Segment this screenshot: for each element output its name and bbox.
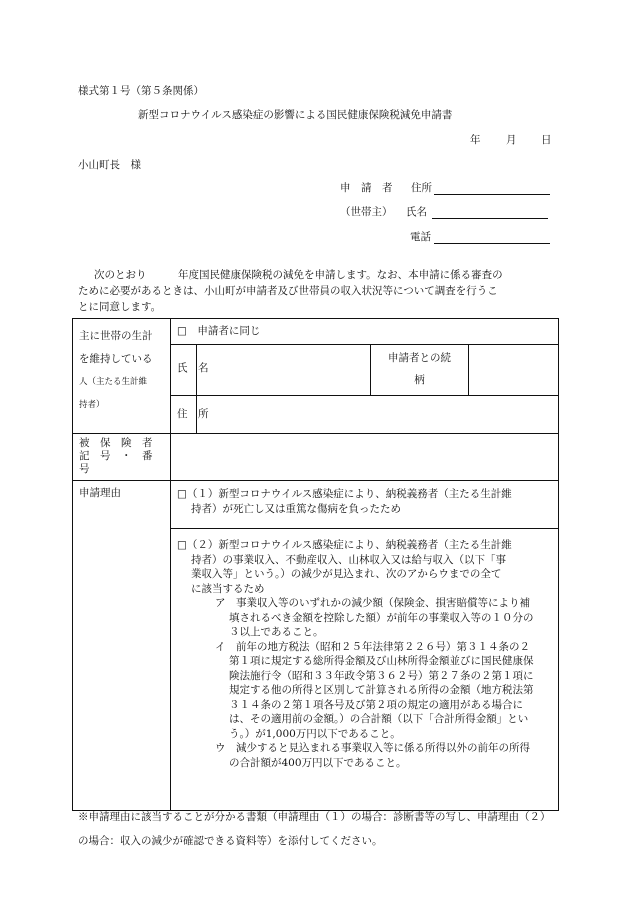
earner-address-label: 住 所 <box>177 408 209 420</box>
reason-2-cell[interactable] <box>171 529 559 811</box>
condition-i-line-1: イ 前年の地方税法（昭和２５年法律第２２６号）第３１４条の２ <box>215 640 530 653</box>
main-earner-label-cell <box>73 319 171 434</box>
condition-i-line-4: 規定する他の所得と区別して計算される所得の金額（地方税法第 <box>229 684 534 696</box>
intro-line-3: とに同意します。 <box>78 301 162 313</box>
applicant-name-field[interactable] <box>432 205 548 219</box>
main-earner-label-4: 持者） <box>79 400 105 410</box>
condition-i-line-3: 険法施行令（昭和３３年政令第３６２号）第２７条の２第１項に <box>229 669 534 682</box>
same-as-applicant-cell[interactable] <box>171 319 559 345</box>
same-as-applicant-checkbox[interactable]: □ 申請者に同じ <box>177 325 261 337</box>
application-table <box>72 318 559 811</box>
reason-2-line-4: に該当するため <box>191 582 265 595</box>
condition-a-line-1: ア 事業収入等のいずれかの減少額（保険金、損害賠償等により補 <box>215 597 530 609</box>
date-year-label: 年 <box>470 134 481 146</box>
reason-2-line-1[interactable]: □（２）新型コロナウイルス感染症により、納税義務者（主たる生計維 <box>177 539 512 551</box>
earner-address-label-cell <box>171 396 209 434</box>
condition-i-line-6: は、その適用前の金額。）の合計額（以下「合計所得金額」とい <box>229 713 529 725</box>
date-day-label: 日 <box>541 134 552 146</box>
applicant-address-label: 住所 <box>411 182 432 194</box>
intro-line-2: ために必要があるときは、小山町が申請者及び世帯員の収入状況等について調査を行うこ <box>78 285 498 297</box>
applicant-address-field[interactable] <box>434 181 550 195</box>
insured-label-cell <box>73 434 171 481</box>
condition-i-line-2: 第１項に規定する総所得金額及び山林所得金額並びに国民健康保 <box>229 655 534 667</box>
attachment-note: ※申請理由に該当することが分かる書類（申請理由（１）の場合：診断書等の写し、申請理由（２）の場合：収入の減少が確認できる資料等）を添付してください。 <box>78 811 546 847</box>
intro-line-1: 次のとおり 年度国民健康保険税の減免を申請します。なお、本申請に係る審査の <box>94 269 503 281</box>
condition-a-line-2: 填されるべき金額を控除した額）が前年の事業収入等の１０分の <box>229 611 534 624</box>
applicant-label: 申 請 者 <box>340 182 393 194</box>
relation-label-1: 申請者との続 <box>388 352 451 364</box>
insured-label-2: 記 号 ・ 番 号 <box>79 450 163 475</box>
reason-label-cell <box>73 481 171 811</box>
insured-label-1: 被 保 険 者 <box>79 437 153 449</box>
relation-label-cell <box>371 345 469 396</box>
relation-label-2: 柄 <box>414 374 425 386</box>
earner-name-label-cell <box>171 345 209 396</box>
condition-u-line-2: の合計額が400万円以下であること。 <box>229 756 407 769</box>
earner-name-label: 氏 名 <box>177 362 209 374</box>
reason-label: 申請理由 <box>79 487 121 499</box>
condition-i-line-5: ３１４条の２第１項各号及び第２項の規定の適用がある場合に <box>229 698 523 711</box>
earner-name-field[interactable] <box>197 345 371 396</box>
form-title: 新型コロナウイルス感染症の影響による国民健康保険税減免申請書 <box>138 109 453 121</box>
condition-u-line-1: ウ 減少すると見込まれる事業収入等に係る所得以外の前年の所得 <box>215 742 530 754</box>
applicant-phone-field[interactable] <box>434 230 550 244</box>
applicant-phone-label: 電話 <box>410 231 431 243</box>
insured-number-field[interactable] <box>171 434 559 481</box>
addressee: 小山町長 様 <box>78 159 141 171</box>
reason-1-cell[interactable] <box>171 481 559 529</box>
condition-i-line-7: う。）が1,000万円以下であること。 <box>229 727 401 740</box>
reason-1-line-2: 持者）が死亡し又は重篤な傷病を負ったため <box>191 502 401 515</box>
condition-a-line-3: ３以上であること。 <box>229 626 324 638</box>
reason-2-line-3: 業収入等」という。）の減少が見込まれ、次のアからウまでの全て <box>191 568 502 580</box>
main-earner-label-3: 人（主たる生計維 <box>79 377 148 387</box>
relation-field[interactable] <box>469 345 559 396</box>
applicant-name-label: 氏名 <box>406 206 427 218</box>
main-earner-label-2: を維持している <box>79 353 153 365</box>
reason-1-line-1[interactable]: □（１）新型コロナウイルス感染症により、納税義務者（主たる生計維 <box>177 488 512 500</box>
form-id: 様式第１号（第５条関係） <box>78 85 204 97</box>
householder-label: （世帯主） <box>340 206 393 218</box>
date-month-label: 月 <box>506 134 517 146</box>
reason-2-line-2: 持者）の事業収入、不動産収入、山林収入又は給与収入（以下「事 <box>191 553 506 566</box>
earner-address-field[interactable] <box>197 396 559 434</box>
main-earner-label-1: 主に世帯の生計 <box>79 330 153 342</box>
